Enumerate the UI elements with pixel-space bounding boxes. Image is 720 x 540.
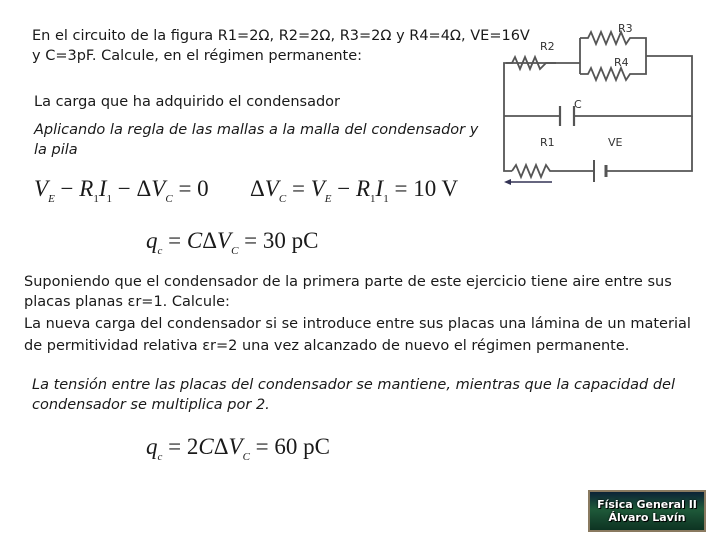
part-2-line-4: de permitividad relativa εr=2 una vez alcanzado de nuevo el régimen permanente. — [24, 338, 630, 354]
circuit-diagram — [496, 18, 706, 188]
current-arrow-head — [504, 179, 511, 185]
course-logo — [588, 490, 706, 532]
solution-2-line-2: condensador se multiplica por 2. — [32, 397, 270, 413]
equation-2-value: 10 V — [413, 176, 459, 201]
solution-1-line-2: la pila — [34, 142, 78, 158]
label-r1: R1 — [540, 136, 555, 149]
logo-line-2: Álvaro Lavín — [608, 511, 686, 524]
resistor-r1 — [512, 165, 594, 177]
resistor-r4 — [580, 68, 636, 80]
equation-1: $V_E - R_1I_1 - \Delta V_C = 0$ — [34, 176, 209, 205]
logo-line-1: Física General II — [597, 498, 697, 511]
label-r4: R4 — [614, 56, 629, 69]
statement-line-1: En el circuito de la figura R1=2Ω, R2=2Ω, R3=2Ω y R4=4Ω, VE=16V — [32, 28, 530, 44]
equation-4-value: 60 pC — [274, 434, 330, 459]
statement-line-2: y C=3pF. Calcule, en el régimen permanente: — [32, 48, 363, 64]
equation-4: $q_c = 2C\Delta V_C = 60$ pC — [146, 434, 330, 463]
equation-2: $\Delta V_C = V_E - R_1I_1 = 10$ V — [250, 176, 459, 205]
parallel-right-wire — [636, 38, 646, 74]
left-wire — [504, 63, 556, 171]
label-r3: R3 — [618, 22, 633, 35]
equation-3-value: 30 pC — [262, 228, 319, 253]
equation-1-value: 0 — [197, 176, 209, 201]
solution-1-line-1: Aplicando la regla de las mallas a la malla del condensador y — [34, 122, 479, 138]
part-2-line-3: La nueva carga del condensador si se introduce entre sus placas una lámina de un material — [24, 316, 691, 332]
label-ve: VE — [608, 136, 623, 149]
equation-3: $q_c = C\Delta V_C = 30$ pC — [146, 228, 319, 257]
label-c: C — [574, 98, 582, 111]
label-r2: R2 — [540, 40, 555, 53]
part-2-line-2: placas planas εr=1. Calcule: — [24, 294, 230, 310]
part-2-line-1: Suponiendo que el condensador de la primera parte de este ejercicio tiene aire entre sus — [24, 274, 672, 290]
right-wire — [574, 56, 692, 116]
solution-2-line-1: La tensión entre las placas del condensador se mantiene, mientras que la capacidad del — [32, 377, 675, 393]
question-1: La carga que ha adquirido el condensador — [34, 94, 341, 110]
